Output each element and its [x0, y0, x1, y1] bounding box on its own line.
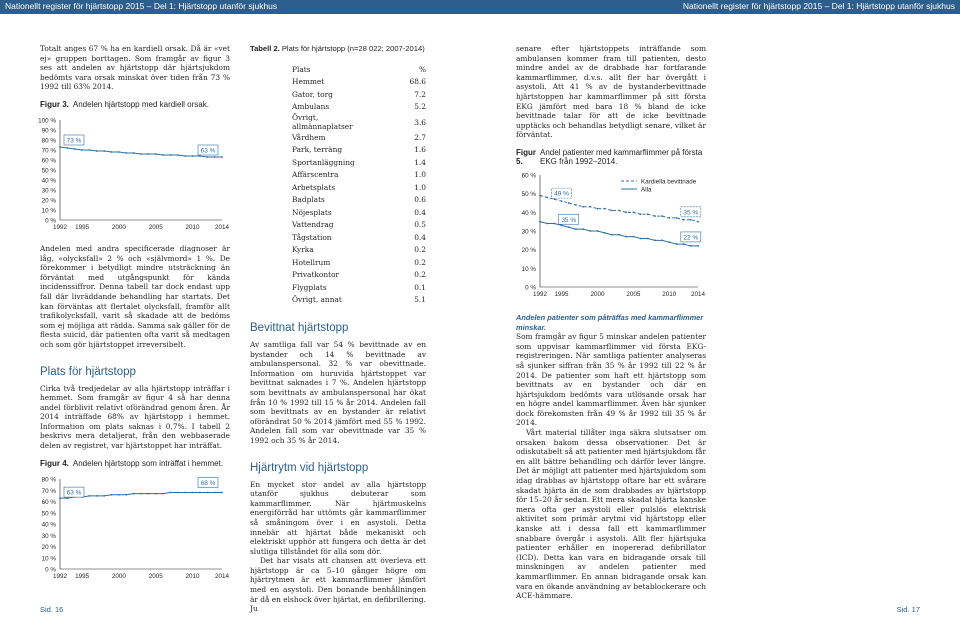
table-cell-place: Övrigt, annat [292, 295, 342, 305]
table-cell-place: Övrigt, allmännaplatser [292, 113, 353, 131]
x-tick-label: 1992 [532, 290, 548, 298]
data-point [133, 492, 135, 494]
data-label: 22 % [683, 234, 699, 242]
data-point [661, 215, 663, 217]
x-tick-label: 1995 [75, 223, 90, 231]
header-bar [0, 0, 960, 14]
data-point [214, 156, 216, 158]
x-tick-label: 2010 [185, 572, 200, 580]
y-tick-label: 50 % [521, 191, 536, 199]
figure-3-caption [40, 100, 230, 109]
data-point [668, 217, 670, 219]
data-label: 35 % [683, 209, 699, 217]
data-label: 49 % [554, 190, 569, 198]
table-header-percent: % [418, 64, 426, 74]
figure-5-label: Figur 5. [516, 147, 536, 166]
y-tick-label: 100 % [38, 117, 56, 125]
legend-label: Alla [641, 186, 652, 194]
data-point [184, 491, 186, 493]
y-tick-label: 60 % [41, 157, 56, 165]
data-point [170, 491, 172, 493]
header-left-title: Nationellt register för hjärtstopp 2015 – Del 1: Hjärtstopp utanför sjukhus [5, 1, 278, 11]
data-point [125, 494, 127, 496]
data-point [111, 494, 113, 496]
right-para-1: senare efter hjärtstoppets inträffande som ambulansen kommer fram till patienten, desto mindre andel av de drabbade har fortfarande kammarflimmer, d.v.s. allt fler har övergått i asystoli. Att 41 % av de bystanderbevittnade hjärtstoppen har kammarflimmer på sitt första EKG jämfört med bara 18 % bland de icke bevittnade talar för att de icke bevittnade upptäcks och behandlas betydligt senare, vilket är förväntat. [516, 44, 706, 140]
heading-bevittnat: Bevittnat hjärtstopp [250, 322, 349, 334]
data-point [632, 236, 634, 238]
table-cell-percent: 1.4 [414, 157, 426, 167]
data-point [568, 226, 570, 228]
right-column [516, 44, 706, 601]
y-tick-label: 10 % [41, 554, 56, 562]
data-point [192, 491, 194, 493]
data-point [206, 491, 208, 493]
data-point [690, 219, 692, 221]
table-cell-percent: 3.6 [414, 117, 426, 127]
data-point [192, 155, 194, 157]
table-cell-place: Gator, torg [292, 89, 333, 99]
data-point [597, 230, 599, 232]
data-point [582, 206, 584, 208]
data-label: 35 % [561, 216, 577, 224]
table-row [292, 206, 426, 219]
data-point [582, 228, 584, 230]
table-cell-percent: 1.0 [414, 170, 426, 180]
data-point [683, 243, 685, 245]
data-point [690, 245, 692, 247]
table-cell-percent: 5.1 [414, 295, 426, 305]
data-point [133, 152, 135, 154]
data-point [118, 151, 120, 153]
table-cell-place: Park, terräng [292, 145, 343, 155]
y-tick-label: 10 % [41, 207, 56, 215]
table-row [292, 181, 426, 194]
y-tick-label: 30 % [521, 228, 536, 236]
middle-para-2: En mycket stor andel av alla hjärtstopp utanför sjukhus debuterar som kammarflimmer. När hjärtmuskelns energiförråd har uttömts går kammarflimmer så småningom över i en asystoli. Detta innebär att hjärtat både mekaniskt och elektriskt upphör att fungera och detta är det slutliga tillståndet för alla som dör. [250, 479, 426, 556]
table-header-plats: Plats [292, 64, 311, 74]
table-cell-percent: 0.2 [414, 270, 426, 280]
data-point [214, 491, 216, 493]
data-point [597, 208, 599, 210]
data-point [604, 232, 606, 234]
table-row [292, 131, 426, 144]
data-point [140, 492, 142, 494]
table-cell-place: Privatkontor [292, 270, 340, 280]
data-point [59, 146, 61, 148]
table-cell-percent: 2.7 [414, 132, 426, 142]
table-cell-percent: 0.4 [414, 232, 426, 242]
table-row [292, 244, 426, 257]
data-point [553, 198, 555, 200]
data-point [575, 228, 577, 230]
data-point [668, 241, 670, 243]
table-cell-percent: 0.2 [414, 257, 426, 267]
data-point [640, 238, 642, 240]
data-point [199, 155, 201, 157]
data-point [206, 156, 208, 158]
table-cell-percent: 7.2 [414, 89, 426, 99]
table-cell-place: Ambulans [292, 102, 330, 112]
table-2-label: Tabell 2. [250, 44, 280, 53]
table-2 [292, 63, 426, 306]
data-point [199, 491, 201, 493]
table-row [292, 269, 426, 282]
y-tick-label: 40 % [41, 177, 56, 185]
table-cell-percent: 0.4 [414, 207, 426, 217]
table-cell-percent: 5.2 [414, 102, 426, 112]
table-cell-place: Hemmet [292, 77, 325, 87]
data-point [81, 149, 83, 151]
y-tick-label: 80 % [41, 476, 56, 484]
table-row [292, 281, 426, 294]
x-tick-label: 1995 [554, 290, 569, 298]
right-para-3: Vårt material tillåter inga säkra slutsatser om orsaken bakom dessa observationer. Det är odiskutabelt så att patienter med hjärtsjukdom får en allt bättre behandling och därför lever längre. Det är möjligt att patienter med hjärtsjukdom som idag drabbas av hjärtstopp oftare har ett svårare skadat hjärta än de som drabbades av hjärtstopp för 15–20 år sedan. Ett mera skadat hjärta kanske mera ofta ger asystoli eller pulslös elektrisk aktivitet som primär arytmi vid hjärtstopp eller kanske att i dessa fall ett kammarflimmer snabbare övergår i asystoli. Allt fler hjärtsjuka patienter erhåller en inopererad defibrillator (ICD). Detta kan vara en bidragande orsak till minskningen av andelen patienter med kammarflimmer. En annan bidragande orsak kan vara en ökande användning av betablockerare och ACE-hämmare. [516, 428, 706, 601]
figure-4-label: Figur 4. [40, 458, 69, 468]
table-row [292, 194, 426, 207]
data-point [632, 211, 634, 213]
data-point [647, 238, 649, 240]
x-tick-label: 2005 [148, 223, 163, 231]
table-row [292, 294, 426, 307]
table-row [292, 169, 426, 182]
data-point [140, 153, 142, 155]
middle-para-3: Det har visats att chansen att överleva ett hjärtstopp är ca 5–10 gånger högre om hjärtrytmen är ett kammarflimmer jämfört med en asystoli. Den bonande benhållningen är då en elshock över hjärtat, en defibrillering. Ju [250, 556, 426, 614]
x-tick-label: 1995 [75, 572, 90, 580]
table-cell-place: Nöjesplats [292, 207, 332, 217]
data-point [162, 154, 164, 156]
table-cell-place: Kyrka [292, 245, 314, 255]
data-point [66, 497, 68, 499]
table-cell-percent: 0.5 [414, 220, 426, 230]
table-header-row [292, 63, 426, 76]
x-tick-label: 2000 [590, 290, 605, 298]
data-point [103, 495, 105, 497]
series-line [540, 222, 698, 246]
table-cell-percent: 68.6 [409, 77, 426, 87]
data-point [676, 217, 678, 219]
y-tick-label: 60 % [41, 498, 56, 506]
data-point [74, 148, 76, 150]
figure-3-label: Figur 3. [40, 99, 69, 109]
data-point [553, 223, 555, 225]
y-tick-label: 30 % [41, 187, 56, 195]
table-cell-percent: 1.0 [414, 182, 426, 192]
figure-4-caption [40, 459, 230, 468]
data-point [155, 153, 157, 155]
data-point [640, 213, 642, 215]
table-row [292, 219, 426, 232]
data-point [589, 206, 591, 208]
heading-plats: Plats för hjärtstopp [40, 365, 136, 378]
page-number-right: Sid. 17 [896, 605, 920, 614]
table-cell-place: Arbetsplats [292, 182, 336, 192]
figure-5-note: Andelen patienter som påträffas med kammarflimmer minskar. [516, 312, 704, 332]
data-point [177, 154, 179, 156]
data-point [111, 151, 113, 153]
data-label: 73 % [66, 137, 82, 145]
data-label: 63 % [66, 489, 82, 497]
data-point [147, 492, 149, 494]
x-tick-label: 2010 [185, 223, 200, 231]
left-para-1: Totalt anges 67 % ha en kardiell orsak. Då är «vet ej» gruppen borttagen. Som framgår av figur 3 ses att andelen av hjärtstopp där hjärtsjukdom bedömts vara orsak minskat över tiden från 73 % 1992 till 63% 2014. [40, 44, 230, 92]
data-point [89, 149, 91, 151]
data-point [568, 202, 570, 204]
y-tick-label: 0 % [45, 566, 56, 574]
x-tick-label: 2014 [214, 223, 230, 231]
figure-5-chart [516, 169, 706, 301]
table-row [292, 231, 426, 244]
y-tick-label: 0 % [525, 284, 536, 292]
figure-5-title: Andel patienter med kammarflimmer på första EKG från 1992–2014. [540, 147, 703, 166]
y-tick-label: 70 % [41, 487, 56, 495]
table-row [292, 156, 426, 169]
middle-para-1: Av samtliga fall var 54 % bevittnade av en bystander och 14 % bevittnade av ambulanspersonal. 32 % var obevittnade. Information om huruvida hjärtstoppet var bevittnat saknades i 7 %. Andelen hjärtstopp som bevittnats av ambulanspersonal har ökat från 10 % 1992 till 15 % år 2014. Andelen fall som bevittnats av en bystander är relativt oförändrat 50 % 2014 jämfört med 55 % 1992. Andelen fall som var obevittnade var 35 % 1992 och 35 % år 2014. [250, 340, 426, 445]
table-cell-place: Tågstation [292, 232, 332, 242]
header-right-title: Nationellt register för hjärtstopp 2015 – Del 1: Hjärtstopp utanför sjukhus [682, 1, 955, 11]
data-point [604, 208, 606, 210]
page-number-left: Sid. 16 [40, 605, 64, 614]
x-tick-label: 2014 [690, 290, 706, 298]
data-label: 63 % [200, 147, 216, 155]
data-point [118, 494, 120, 496]
table-row [292, 256, 426, 269]
left-column [40, 44, 230, 585]
data-point [170, 154, 172, 156]
table-cell-place: Flygplats [292, 282, 327, 292]
data-point [89, 495, 91, 497]
table-cell-place: Hotellrum [292, 257, 331, 267]
data-point [155, 492, 157, 494]
table-2-title: Plats för hjärtstopp (n=28 022; 2007-2014) [281, 44, 425, 53]
data-point [539, 221, 541, 223]
y-tick-label: 40 % [521, 209, 536, 217]
left-para-2: Andelen med andra specificerade diagnoser är låg, «olycksfall» 2 % och «självmord» 1 %. De förekommer i betydligt mindre utsträckning än förväntat med utgångspunkt för kända incidenssiffror. Denna tabell tar dock endast upp fall där livräddande behandling har startats. Det kan förväntas att flertalet olycksfall, framför allt trafikolycksfall, varit så skadade att de bedöms som ej möjliga att rädda. Samma sak gäller för de flesta suicid, där patienten ofta varit så medtagen och som gör hjärtstoppet irreversibelt. [40, 243, 230, 349]
x-tick-label: 2010 [662, 290, 677, 298]
figure-5-caption [516, 148, 706, 166]
table-row [292, 76, 426, 89]
table-row [292, 101, 426, 114]
y-tick-label: 70 % [41, 147, 56, 155]
data-point [611, 234, 613, 236]
table-cell-place: Badplats [292, 195, 325, 205]
data-point [683, 219, 685, 221]
table-cell-place: Vårdhem [292, 132, 326, 142]
figure-3-chart [40, 112, 230, 234]
table-cell-percent: 0.6 [414, 195, 426, 205]
data-point [611, 210, 613, 212]
data-point [618, 234, 620, 236]
y-tick-label: 90 % [41, 127, 56, 135]
x-tick-label: 2014 [214, 572, 230, 580]
data-point [103, 150, 105, 152]
data-point [561, 224, 563, 226]
data-point [676, 243, 678, 245]
data-point [66, 147, 68, 149]
data-point [654, 215, 656, 217]
figure-3-title: Andelen hjärtstopp med kardiell orsak. [72, 99, 209, 109]
data-point [96, 495, 98, 497]
table-cell-place: Affärscentra [292, 170, 339, 180]
y-tick-label: 80 % [41, 137, 56, 145]
y-tick-label: 60 % [521, 172, 536, 180]
data-point [221, 156, 223, 158]
data-point [96, 150, 98, 152]
data-point [177, 491, 179, 493]
data-point [162, 492, 164, 494]
data-point [125, 152, 127, 154]
x-tick-label: 1992 [52, 223, 68, 231]
x-tick-label: 2005 [626, 290, 641, 298]
data-point [647, 213, 649, 215]
data-point [59, 497, 61, 499]
data-point [697, 221, 699, 223]
data-label: 68 % [200, 479, 216, 487]
y-tick-label: 30 % [41, 532, 56, 540]
table-cell-place: Sportanläggning [292, 157, 355, 167]
data-point [546, 223, 548, 225]
data-point [539, 195, 541, 197]
data-point [697, 245, 699, 247]
table-row [292, 88, 426, 101]
data-point [184, 155, 186, 157]
table-row [292, 113, 426, 131]
data-point [618, 210, 620, 212]
data-point [561, 200, 563, 202]
table-row [292, 144, 426, 157]
x-tick-label: 2000 [111, 572, 126, 580]
series-line [60, 147, 222, 157]
y-tick-label: 0 % [45, 217, 56, 225]
y-tick-label: 20 % [521, 247, 536, 255]
data-point [654, 239, 656, 241]
data-point [661, 239, 663, 241]
y-tick-label: 10 % [521, 265, 536, 273]
figure-4-title: Andelen hjärtstopp som inträffat i hemmet. [72, 458, 224, 468]
y-tick-label: 50 % [41, 167, 56, 175]
data-point [221, 491, 223, 493]
legend-label: Kardiella bevittnade [641, 178, 697, 186]
y-tick-label: 20 % [41, 197, 56, 205]
table-cell-place: Vattendrag [292, 220, 334, 230]
table-cell-percent: 0.2 [414, 245, 426, 255]
data-point [625, 236, 627, 238]
x-tick-label: 1992 [52, 572, 68, 580]
table-cell-percent: 0.1 [414, 282, 426, 292]
right-para-2: Som framgår av figur 5 minskar andelen patienter som uppvisar kammarflimmer vid första EKG-registreringen. När samtliga patienter analyseras så sjunker siffran från 35 % år 1992 till 22 % år 2014. De patienter som haft ett hjärtstopp som bevittnats av en bystander och där en hjärtsjukdom bedömts vara utlösande orsak har en högre andel kammarflimmer. Även här sjunker dock förekomsten från 49 % år 1992 till 35 % år 2014. [516, 332, 706, 428]
data-point [589, 230, 591, 232]
x-tick-label: 2005 [148, 572, 163, 580]
data-point [575, 204, 577, 206]
left-para-3: Cirka två tredjedelar av alla hjärtstopp inträffar i hemmet. Som framgår av figur 4 så har denna andel förblivit relativt oförändrad genom åren. År 2014 inträffade 68% av hjärtstopp i hemmet. Information om plats saknas i 0,7%. I tabell 2 beskrivs mera detaljerat, från den webbaserade delen av registret, var hjärtstoppet har inträffat. [40, 383, 230, 451]
y-tick-label: 50 % [41, 509, 56, 517]
data-point [546, 196, 548, 198]
table-cell-percent: 1.6 [414, 145, 426, 155]
table-2-caption [250, 44, 426, 53]
y-tick-label: 20 % [41, 543, 56, 551]
x-tick-label: 2000 [111, 223, 126, 231]
heading-hjartrytm: Hjärtrytm vid hjärtstopp [250, 461, 369, 474]
figure-4-chart [40, 471, 230, 581]
y-tick-label: 40 % [41, 521, 56, 529]
middle-column [250, 44, 426, 614]
data-point [625, 211, 627, 213]
data-point [147, 153, 149, 155]
